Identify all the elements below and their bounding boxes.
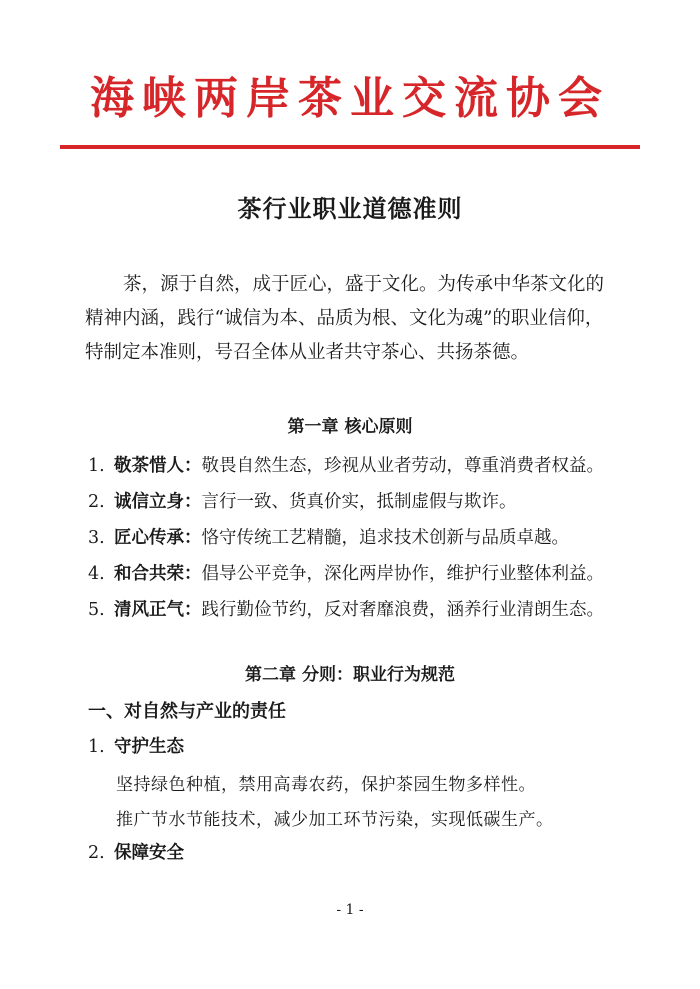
- principle-term: 敬茶惜人：: [114, 456, 202, 476]
- principle-text: 敬畏自然生态，珍视从业者劳动，尊重消费者权益。: [201, 456, 604, 476]
- sub-item-number: 2.: [88, 843, 105, 863]
- sub-item-line: 坚持绿色种植，禁用高毒农药，保护茶园生物多样性。: [116, 775, 536, 795]
- preamble-paragraph: [85, 268, 625, 370]
- preamble-line: 特制定本准则，号召全体从业者共守茶心、共扬茶德。: [85, 342, 530, 363]
- preamble-line: 茶，源于自然，成于匠心，盛于文化。为传承中华茶文化的: [123, 274, 605, 295]
- principle-term: 清风正气：: [114, 600, 202, 620]
- principle-number: 3.: [88, 528, 105, 548]
- principle-text: 言行一致、货真价实，抵制虚假与欺诈。: [201, 492, 517, 512]
- principle-term: 和合共荣：: [114, 564, 202, 584]
- principle-item: [88, 484, 648, 520]
- principle-item: [88, 448, 648, 484]
- page-number: - 1 -: [336, 902, 364, 918]
- principle-term: 匠心传承：: [114, 528, 202, 548]
- core-principles-list: [88, 448, 648, 628]
- principle-item: [88, 556, 648, 592]
- principle-text: 倡导公平竞争，深化两岸协作，维护行业整体利益。: [201, 564, 604, 584]
- sub-item-heading: [88, 838, 184, 868]
- principle-number: 2.: [88, 492, 105, 512]
- sub-item-number: 1.: [88, 737, 105, 757]
- principle-term: 诚信立身：: [114, 492, 202, 512]
- section-heading: 一、对自然与产业的责任: [88, 701, 286, 722]
- principle-item: [88, 592, 648, 628]
- header-red-rule: [60, 145, 640, 149]
- organization-header: 海峡两岸茶业交流协会: [90, 73, 610, 124]
- principle-number: 4.: [88, 564, 105, 584]
- principle-number: 5.: [88, 600, 105, 620]
- sub-item-label: 守护生态: [114, 737, 184, 757]
- chapter-2-heading: 第二章 分则：职业行为规范: [245, 665, 455, 685]
- sub-item-heading: [88, 732, 184, 762]
- principle-text: 恪守传统工艺精髓，追求技术创新与品质卓越。: [201, 528, 569, 548]
- preamble-line: 精神内涵，践行“诚信为本、品质为根、文化为魂”的职业信仰，: [85, 308, 604, 329]
- sub-item-label: 保障安全: [114, 843, 184, 863]
- principle-number: 1.: [88, 456, 105, 476]
- sub-item-line: 推广节水节能技术，减少加工环节污染，实现低碳生产。: [116, 810, 554, 830]
- principle-item: [88, 520, 648, 556]
- chapter-1-heading: 第一章 核心原则: [287, 417, 413, 437]
- sub-item-body: [116, 768, 636, 838]
- document-title: 茶行业职业道德准则: [237, 194, 463, 223]
- principle-text: 践行勤俭节约，反对奢靡浪费，涵养行业清朗生态。: [201, 600, 604, 620]
